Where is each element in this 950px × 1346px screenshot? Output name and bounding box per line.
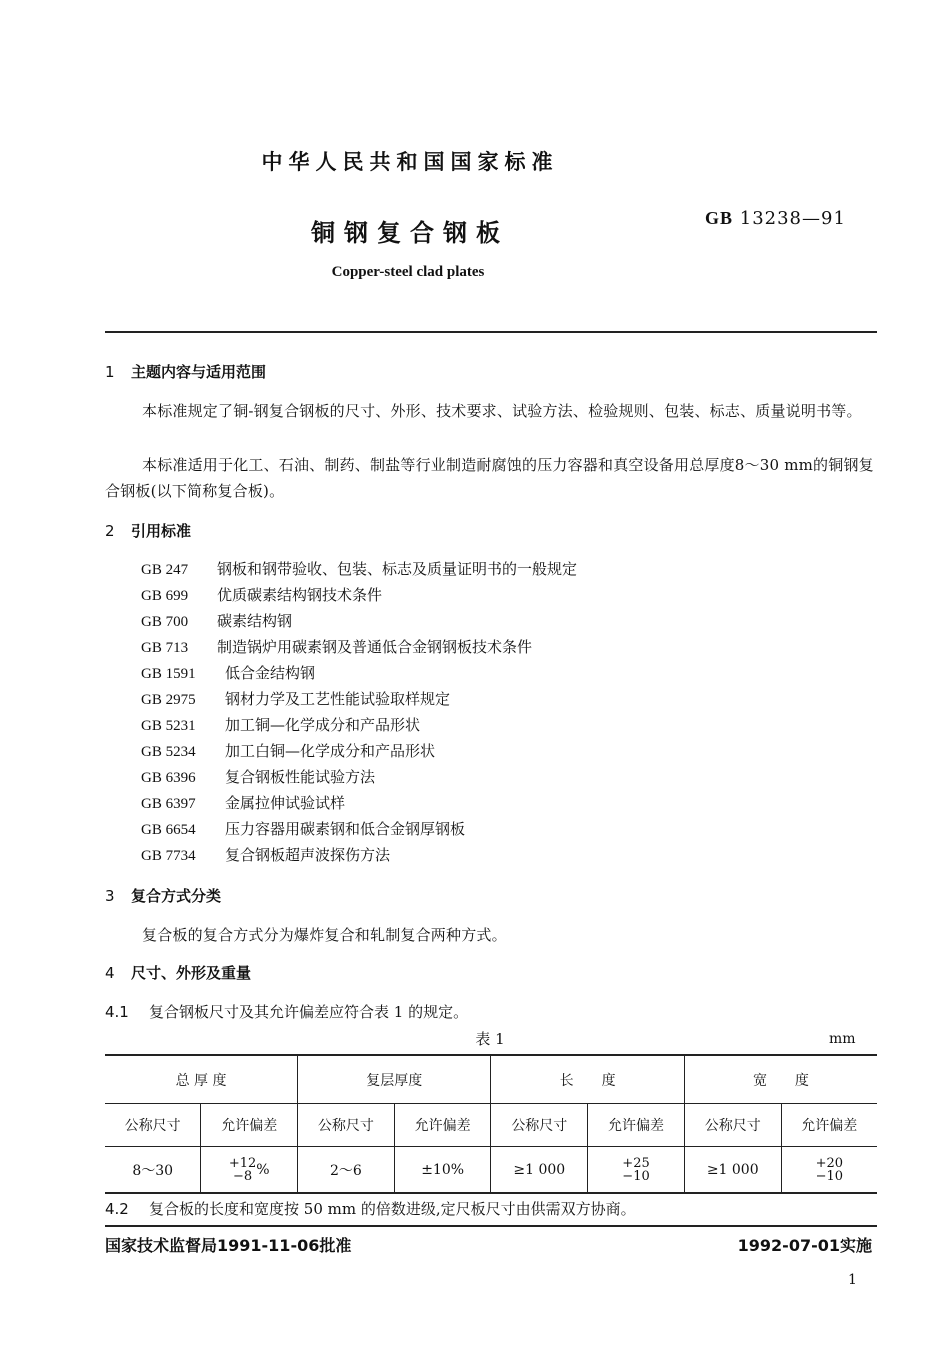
table-unit: mm bbox=[829, 1031, 856, 1047]
reference-code: GB 5231 bbox=[141, 718, 196, 734]
reference-code: GB 6396 bbox=[141, 770, 196, 786]
subsection-number: 4.1 bbox=[105, 1003, 129, 1021]
subsection-text: 复合钢板尺寸及其允许偏差应符合表 1 的规定。 bbox=[149, 1003, 469, 1021]
reference-code: GB 700 bbox=[141, 614, 189, 630]
clad-tolerance-cell: ±10% bbox=[394, 1147, 491, 1194]
tolerance-minus: −8 bbox=[232, 1168, 253, 1184]
reference-item bbox=[141, 558, 577, 579]
code-prefix: GB bbox=[705, 208, 734, 228]
section-title: 尺寸、外形及重量 bbox=[131, 964, 252, 982]
document-title: 铜钢复合钢板 bbox=[311, 219, 509, 247]
section-1-paragraph: 本标准适用于化工、石油、制药、制盐等行业制造耐腐蚀的压力容器和真空设备用总厚度8～30 mm的铜钢复合钢板(以下简称复合板)。 bbox=[105, 456, 874, 500]
header-rule bbox=[105, 331, 877, 333]
section-1-paragraph: 本标准规定了铜-钢复合钢板的尺寸、外形、技术要求、试验方法、检验规则、包装、标志、质量说明书等。 bbox=[142, 402, 862, 420]
subheader-cell: 允许偏差 bbox=[781, 1104, 877, 1147]
reference-item bbox=[141, 844, 390, 865]
group-header-width: 宽 度 bbox=[684, 1055, 877, 1104]
code-number: 13238—91 bbox=[739, 208, 846, 229]
width-nominal-cell: ≥1 000 bbox=[684, 1147, 781, 1194]
tolerance-minus: −10 bbox=[622, 1168, 650, 1184]
section-title: 引用标准 bbox=[131, 522, 192, 540]
implementation-text: 1992-07-01实施 bbox=[737, 1236, 872, 1255]
section-number: 4 bbox=[105, 964, 115, 982]
english-title: Copper-steel clad plates bbox=[331, 264, 485, 280]
reference-title: 复合钢板性能试验方法 bbox=[225, 768, 376, 786]
reference-code: GB 5234 bbox=[141, 744, 196, 760]
reference-title: 碳素结构钢 bbox=[217, 612, 293, 630]
reference-item bbox=[141, 688, 450, 709]
section-2-heading bbox=[105, 520, 191, 541]
reference-item bbox=[141, 636, 532, 657]
group-header-clad-thickness: 复层厚度 bbox=[298, 1055, 491, 1104]
reference-item bbox=[141, 792, 345, 813]
reference-code: GB 247 bbox=[141, 562, 189, 578]
table-caption: 表 1 bbox=[475, 1030, 505, 1048]
subsection-4-1 bbox=[105, 1001, 468, 1022]
section-number: 3 bbox=[105, 887, 115, 905]
subheader-cell: 公称尺寸 bbox=[105, 1104, 201, 1147]
reference-item bbox=[141, 740, 435, 761]
section-number: 2 bbox=[105, 522, 115, 540]
reference-code: GB 2975 bbox=[141, 692, 196, 708]
reference-title: 加工铜—化学成分和产品形状 bbox=[225, 716, 421, 734]
reference-code: GB 6397 bbox=[141, 796, 196, 812]
clad-nominal-cell: 2～6 bbox=[298, 1147, 395, 1194]
subsection-text: 复合板的长度和宽度按 50 mm 的倍数进级,定尺板尺寸由供需双方协商。 bbox=[149, 1200, 636, 1218]
reference-item bbox=[141, 662, 315, 683]
subheader-cell: 公称尺寸 bbox=[684, 1104, 781, 1147]
dimension-table bbox=[105, 1054, 877, 1194]
reference-item bbox=[141, 766, 375, 787]
reference-title: 复合钢板超声波探伤方法 bbox=[225, 846, 391, 864]
approval-text: 国家技术监督局1991-11-06批准 bbox=[105, 1236, 352, 1255]
reference-title: 金属拉伸试验试样 bbox=[225, 794, 346, 812]
reference-code: GB 713 bbox=[141, 640, 189, 656]
total-tolerance-cell bbox=[201, 1147, 298, 1194]
section-title: 主题内容与适用范围 bbox=[131, 363, 267, 381]
subheader-cell: 公称尺寸 bbox=[491, 1104, 588, 1147]
group-header-total-thickness: 总 厚 度 bbox=[105, 1055, 298, 1104]
tolerance-stack bbox=[622, 1157, 649, 1183]
reference-item bbox=[141, 714, 420, 735]
subsection-number: 4.2 bbox=[105, 1200, 129, 1218]
tolerance-plus: +20 bbox=[815, 1155, 843, 1171]
reference-item bbox=[141, 610, 292, 631]
total-nominal-cell: 8～30 bbox=[105, 1147, 201, 1194]
reference-code: GB 699 bbox=[141, 588, 189, 604]
reference-title: 低合金结构钢 bbox=[225, 664, 316, 682]
width-tolerance-cell bbox=[781, 1147, 877, 1194]
subsection-4-2 bbox=[105, 1198, 636, 1219]
reference-item bbox=[141, 818, 465, 839]
section-number: 1 bbox=[105, 363, 115, 381]
table-subheader-row bbox=[105, 1104, 877, 1147]
subheader-cell: 允许偏差 bbox=[394, 1104, 491, 1147]
group-header-length: 长 度 bbox=[491, 1055, 684, 1104]
section-title: 复合方式分类 bbox=[131, 887, 222, 905]
table-row bbox=[105, 1147, 877, 1194]
tolerance-stack bbox=[229, 1157, 256, 1183]
reference-title: 钢材力学及工艺性能试验取样规定 bbox=[225, 690, 451, 708]
reference-title: 加工白铜—化学成分和产品形状 bbox=[225, 742, 436, 760]
reference-title: 压力容器用碳素钢和低合金钢厚钢板 bbox=[225, 820, 466, 838]
tolerance-plus: +25 bbox=[622, 1155, 650, 1171]
national-standard-heading: 中华人民共和国国家标准 bbox=[261, 150, 559, 174]
section-4-heading bbox=[105, 962, 251, 983]
reference-code: GB 1591 bbox=[141, 666, 196, 682]
subheader-cell: 允许偏差 bbox=[201, 1104, 298, 1147]
section-3-paragraph: 复合板的复合方式分为爆炸复合和轧制复合两种方式。 bbox=[142, 926, 507, 944]
tolerance-plus: +12 bbox=[228, 1155, 257, 1171]
page-number: 1 bbox=[848, 1272, 857, 1288]
reference-item bbox=[141, 584, 382, 605]
table-group-header-row bbox=[105, 1055, 877, 1104]
tolerance-stack bbox=[816, 1157, 843, 1183]
length-tolerance-cell bbox=[588, 1147, 685, 1194]
reference-code: GB 6654 bbox=[141, 822, 196, 838]
reference-code: GB 7734 bbox=[141, 848, 196, 864]
tolerance-unit: % bbox=[256, 1161, 270, 1178]
subheader-cell: 公称尺寸 bbox=[298, 1104, 395, 1147]
subheader-cell: 允许偏差 bbox=[588, 1104, 685, 1147]
reference-title: 钢板和钢带验收、包装、标志及质量证明书的一般规定 bbox=[217, 560, 578, 578]
section-3-heading bbox=[105, 885, 221, 906]
footer-rule bbox=[105, 1225, 877, 1227]
reference-title: 优质碳素结构钢技术条件 bbox=[217, 586, 383, 604]
section-1-heading bbox=[105, 361, 266, 382]
length-nominal-cell: ≥1 000 bbox=[491, 1147, 588, 1194]
tolerance-minus: −10 bbox=[815, 1168, 843, 1184]
reference-title: 制造锅炉用碳素钢及普通低合金钢钢板技术条件 bbox=[217, 638, 533, 656]
standard-code bbox=[705, 208, 846, 229]
